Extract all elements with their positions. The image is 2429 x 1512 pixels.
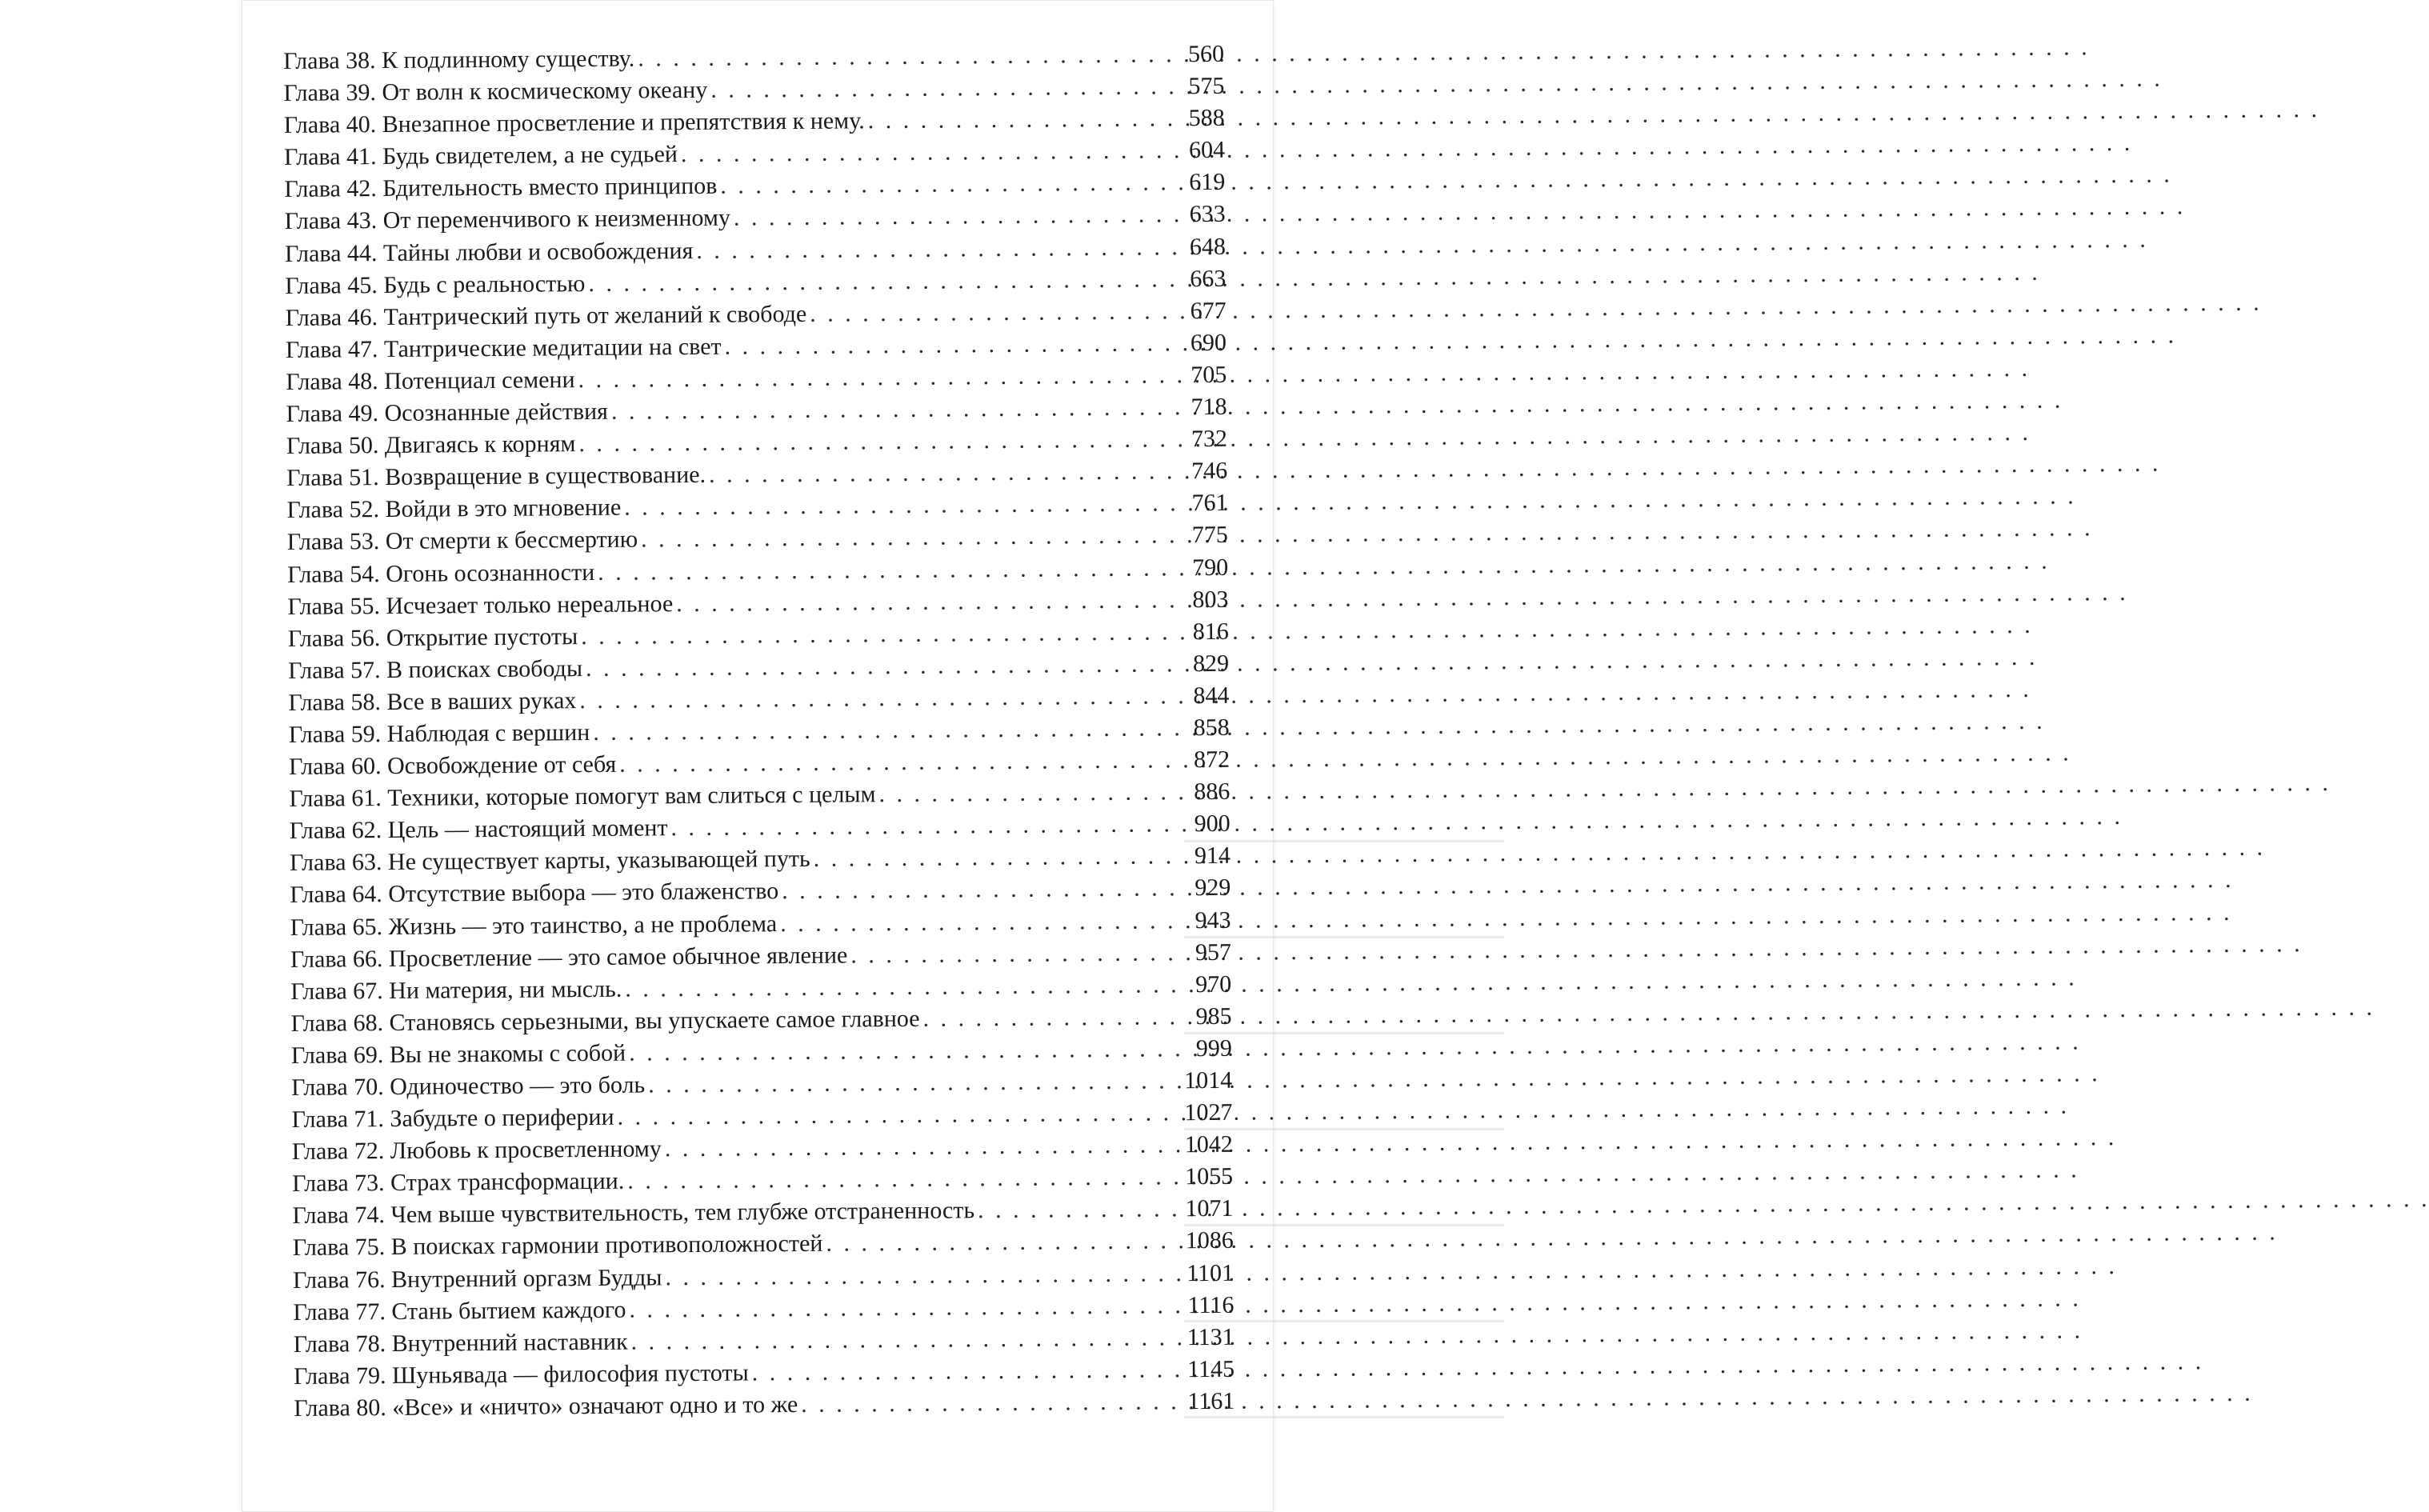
dot-leader	[648, 1067, 1178, 1098]
dot-leader	[619, 746, 1175, 778]
page-number: 705	[1190, 361, 1227, 389]
dot-leader	[850, 939, 1177, 969]
dot-leader	[625, 971, 1177, 1002]
dot-leader	[638, 41, 1170, 72]
page-number: 732	[1190, 425, 1228, 453]
table-of-contents	[283, 41, 1235, 1427]
page-number: 900	[1194, 810, 1231, 838]
dot-leader	[598, 554, 1174, 586]
chapter-title: Глава 64. Отсутствие выбора — это блаженство	[290, 878, 779, 909]
chapter-title: Глава 39. От волн к космическому океану	[283, 76, 708, 107]
chapter-title: Глава 67. Ни материя, ни мысль.	[290, 975, 622, 1005]
dot-leader	[867, 105, 1170, 134]
page-number: 1055	[1184, 1163, 1234, 1190]
chapter-title: Глава 56. Открытие пустоты	[287, 622, 578, 652]
page-number: 816	[1192, 618, 1229, 645]
chapter-title: Глава 54. Огонь осознанности	[287, 558, 595, 588]
dot-leader	[724, 330, 1172, 360]
chapter-title: Глава 50. Двигаясь к корням	[286, 430, 576, 460]
dot-leader	[611, 394, 1173, 426]
page-number: 985	[1195, 1002, 1232, 1030]
chapter-title: Глава 78. Внутренний наставник	[293, 1328, 628, 1358]
chapter-title: Глава 42. Бдительность вместо принципов	[284, 173, 718, 203]
page-number: 761	[1191, 490, 1228, 517]
dot-leader	[801, 1388, 1180, 1418]
dot-leader	[630, 1324, 1179, 1355]
dot-leader	[641, 522, 1174, 554]
dot-leader	[826, 1228, 1179, 1258]
chapter-title: Глава 66. Просветление — это самое обычное явление	[290, 942, 848, 973]
dot-leader	[978, 1196, 1179, 1225]
chapter-title: Глава 53. От смерти к бессмертию	[286, 526, 638, 556]
page-number: 929	[1194, 874, 1231, 902]
page-number: 690	[1190, 329, 1227, 356]
page-number: 844	[1193, 682, 1230, 709]
chapter-title: Глава 76. Внутренний оргазм Будды	[292, 1263, 662, 1294]
chapter-title: Глава 71. Забудьте о периферии	[291, 1103, 614, 1134]
page-number: 943	[1194, 906, 1231, 934]
chapter-title: Глава 57. В поисках свободы	[287, 654, 583, 684]
page-number: 970	[1195, 970, 1232, 998]
chapter-title: Глава 74. Чем выше чувствительность, тем глубже отстраненность	[292, 1197, 975, 1230]
chapter-title: Глава 62. Цель — настоящий момент	[289, 814, 668, 845]
page-number: 829	[1192, 650, 1230, 677]
chapter-title: Глава 80. «Все» и «ничто» означают одно и то же	[294, 1390, 798, 1422]
page-number: 775	[1191, 522, 1228, 549]
page-number: 872	[1193, 746, 1231, 774]
dot-leader	[627, 1164, 1178, 1195]
chapter-title: Глава 70. Одиночество — это боль	[291, 1071, 646, 1101]
chapter-title: Глава 48. Потенциал семени	[286, 366, 575, 395]
chapter-title: Глава 61. Техники, которые помогут вам слиться с целым	[289, 781, 876, 813]
dot-leader	[665, 1260, 1179, 1291]
dot-leader	[588, 266, 1171, 298]
chapter-title: Глава 45. Будь с реальностью	[285, 270, 586, 299]
page-number: 858	[1193, 714, 1230, 742]
page-number: 886	[1194, 778, 1231, 806]
page-number: 999	[1195, 1034, 1232, 1062]
dot-leader	[586, 650, 1174, 682]
chapter-title: Глава 51. Возвращение в существование.	[286, 462, 706, 492]
chapter-title: Глава 73. Страх трансформации.	[292, 1167, 625, 1198]
page-number: 604	[1188, 137, 1226, 164]
dot-leader	[593, 714, 1175, 746]
page-number: 1086	[1185, 1227, 1234, 1254]
page-number: 1161	[1187, 1387, 1235, 1415]
chapter-title: Глава 41. Будь свидетелем, а не судьей	[283, 141, 678, 171]
chapter-title: Глава 59. Наблюдая с вершин	[288, 718, 590, 748]
chapter-title: Глава 60. Освобождение от себя	[288, 750, 617, 781]
dot-leader	[676, 586, 1174, 618]
page-number: 1116	[1187, 1291, 1235, 1318]
page-number: 663	[1190, 265, 1227, 292]
dot-leader	[578, 426, 1173, 458]
chapter-title: Глава 49. Осознанные действия	[286, 398, 609, 428]
chapter-title: Глава 68. Становясь серьезными, вы упускаете самое главное	[290, 1005, 920, 1037]
page-number: 588	[1188, 104, 1225, 132]
chapter-title: Глава 44. Тайны любви и освобождения	[284, 237, 694, 267]
dot-leader	[665, 1131, 1178, 1162]
dot-leader	[578, 362, 1172, 394]
page-number: 619	[1189, 169, 1226, 196]
dot-leader	[922, 1003, 1177, 1032]
dot-leader	[720, 170, 1170, 200]
page-number: 1131	[1186, 1323, 1235, 1350]
dot-leader	[709, 458, 1173, 490]
dot-leader	[780, 907, 1177, 938]
chapter-title: Глава 52. Войди в это мгновение	[286, 494, 622, 524]
page-number: 1145	[1186, 1355, 1235, 1383]
chapter-title: Глава 72. Любовь к просветленному	[291, 1135, 662, 1166]
dot-leader	[810, 298, 1172, 328]
dot-leader	[710, 73, 1170, 104]
dot-leader	[579, 682, 1174, 714]
chapter-title: Глава 79. Шуньявада — философия пустоты	[293, 1359, 749, 1390]
dot-leader	[629, 1292, 1179, 1323]
chapter-title: Глава 47. Тантрические медитации на свет	[285, 333, 722, 363]
chapter-title: Глава 69. Вы не знакомы с собой	[290, 1039, 626, 1069]
page-number: 648	[1189, 233, 1227, 260]
dot-leader	[878, 778, 1175, 808]
chapter-title: Глава 75. В поисках гармонии противоположностей	[292, 1230, 823, 1262]
dot-leader	[696, 234, 1171, 265]
page-number: 677	[1190, 297, 1227, 324]
chapter-title: Глава 63. Не существует карты, указывающей путь	[289, 846, 810, 877]
dot-leader	[624, 490, 1174, 522]
chapter-title: Глава 46. Тантрический путь от желаний к свободе	[285, 300, 807, 331]
dot-leader	[734, 202, 1171, 232]
dot-leader	[629, 1035, 1178, 1066]
dot-leader	[681, 138, 1170, 169]
page-number: 1101	[1186, 1259, 1235, 1286]
page-number: 1042	[1184, 1130, 1233, 1158]
page-number: 633	[1189, 201, 1226, 228]
dot-leader	[814, 843, 1177, 874]
dot-leader	[782, 875, 1176, 906]
page-number: 790	[1192, 554, 1229, 581]
chapter-title: Глава 43. От переменчивого к неизменному	[284, 205, 731, 235]
page-number: 575	[1188, 72, 1225, 100]
dot-leader	[670, 811, 1175, 842]
chapter-title: Глава 38. К подлинному существу.	[283, 45, 635, 74]
page-number: 803	[1192, 586, 1229, 613]
page-number: 1071	[1185, 1195, 1234, 1222]
chapter-title: Глава 65. Жизнь — это таинство, а не проблема	[290, 910, 778, 941]
dot-leader	[581, 618, 1174, 650]
page-number: 746	[1191, 457, 1228, 485]
chapter-title: Глава 77. Стань бытием каждого	[293, 1296, 626, 1326]
page-number: 957	[1194, 938, 1232, 966]
chapter-title: Глава 40. Внезапное просветление и препятствия к нему.	[283, 107, 865, 139]
page-number: 914	[1194, 842, 1231, 870]
page-number: 718	[1190, 393, 1227, 421]
page-number: 560	[1187, 40, 1225, 68]
chapter-title: Глава 55. Исчезает только нереальное	[287, 590, 674, 620]
page-number: 1014	[1184, 1066, 1233, 1094]
dot-leader	[617, 1099, 1178, 1131]
chapter-title: Глава 58. Все в ваших руках	[288, 687, 577, 716]
dot-leader	[752, 1356, 1181, 1386]
page-number: 1027	[1184, 1098, 1233, 1126]
